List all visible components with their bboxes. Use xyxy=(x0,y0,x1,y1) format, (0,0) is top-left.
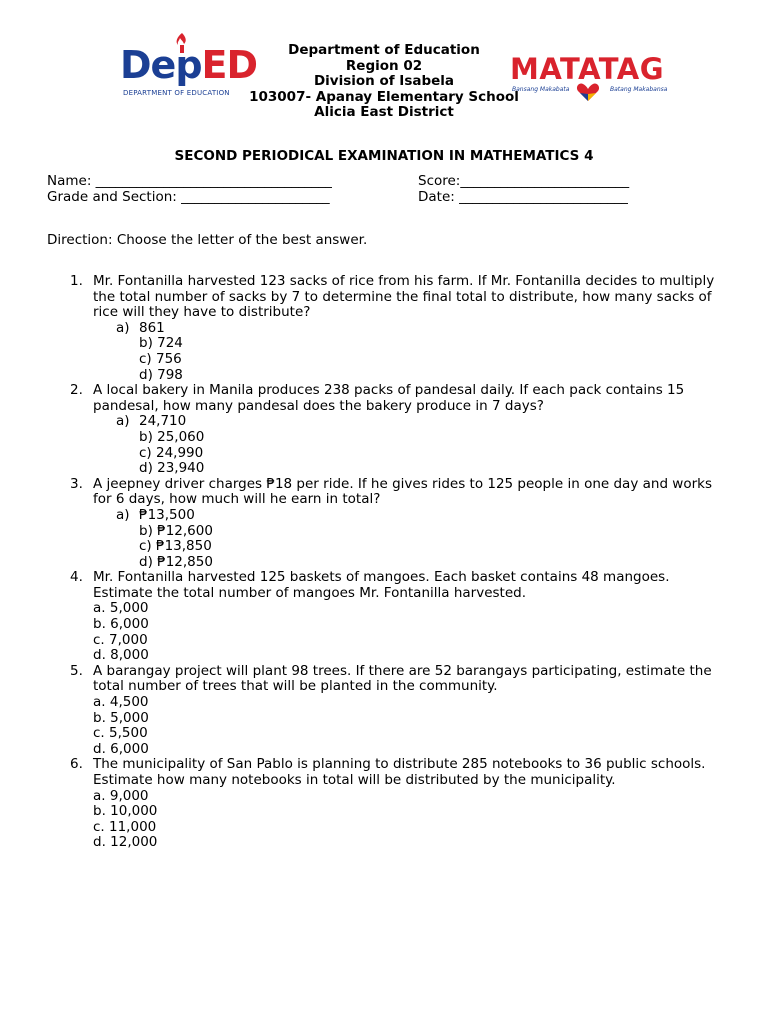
question-number: 3. xyxy=(70,475,83,492)
answer-option xyxy=(0,789,768,805)
question-list xyxy=(0,274,768,851)
question-text: A barangay project will plant 98 trees. If there are 52 barangays participating, estimate the total number of trees that will be planted in the community. xyxy=(93,662,712,695)
score-field: Score:_________________________ xyxy=(418,173,630,189)
question-item xyxy=(0,757,768,851)
answer-option xyxy=(0,695,768,711)
heart-icon xyxy=(576,82,600,102)
answer-option xyxy=(0,804,768,820)
question-item xyxy=(0,274,768,383)
question-text: The municipality of San Pablo is planning to distribute 285 notebooks to 36 public schools. Estimate how many notebooks in total will be distributed by the municipality. xyxy=(93,756,706,788)
question-number: 6. xyxy=(70,756,83,773)
option-text: b) 25,060 xyxy=(139,428,205,445)
option-letter: a) xyxy=(116,413,130,430)
option-text: b. 5,000 xyxy=(93,709,149,726)
option-text: c) 756 xyxy=(139,350,182,367)
answer-option xyxy=(0,726,768,742)
question-number: 1. xyxy=(70,273,83,289)
answer-option xyxy=(0,414,768,430)
option-text: d) 798 xyxy=(139,366,183,383)
exam-title: SECOND PERIODICAL EXAMINATION IN MATHEMATICS 4 xyxy=(174,148,594,164)
question-text: Mr. Fontanilla harvested 125 baskets of mangoes. Each basket contains 48 mangoes. Estimate the total number of mangoes Mr. Fontanilla harvested. xyxy=(93,569,670,601)
answer-option xyxy=(0,508,768,524)
name-field: Name: ___________________________________ xyxy=(47,173,332,189)
question-item xyxy=(0,570,768,664)
direction-text: Direction: Choose the letter of the best answer. xyxy=(47,232,368,248)
answer-option xyxy=(0,368,768,384)
answer-option xyxy=(0,835,768,851)
option-text: d) 23,940 xyxy=(139,460,205,477)
option-text: c) 24,990 xyxy=(139,444,204,461)
question-item xyxy=(0,477,768,571)
header-line-school: 103007- Apanay Elementary School xyxy=(249,88,519,105)
answer-option xyxy=(0,524,768,540)
answer-option xyxy=(0,648,768,664)
matatag-tag-right: Batang Makabansa xyxy=(610,86,668,93)
question-number: 5. xyxy=(70,662,83,679)
question-text: Mr. Fontanilla harvested 123 sacks of rice from his farm. If Mr. Fontanilla decides to multiply the total number of sacks by 7 to determine the final total to distribute, how many sacks of rice will they have to distribute? xyxy=(93,273,715,321)
school-header xyxy=(234,43,534,121)
deped-subtitle: DEPARTMENT OF EDUCATION xyxy=(123,89,230,97)
option-text: d. 6,000 xyxy=(93,740,149,757)
option-value: ₱13,500 xyxy=(139,506,195,523)
header-line-division: Division of Isabela xyxy=(313,73,455,90)
question-number: 2. xyxy=(70,382,83,399)
answer-option xyxy=(0,820,768,836)
option-text: b. 10,000 xyxy=(93,803,158,820)
option-text: c) ₱13,850 xyxy=(139,538,212,555)
answer-option xyxy=(0,321,768,337)
answer-option xyxy=(0,336,768,352)
question-item xyxy=(0,664,768,758)
answer-option xyxy=(0,430,768,446)
answer-option xyxy=(0,633,768,649)
option-text: d. 8,000 xyxy=(93,647,149,664)
deped-letters-blue: Dep xyxy=(120,43,202,87)
question-number: 4. xyxy=(70,569,83,586)
option-text: a. 5,000 xyxy=(93,600,149,617)
answer-option xyxy=(0,601,768,617)
matatag-tag-left: Bansang Makabata xyxy=(512,86,570,93)
header-line-district: Alicia East District xyxy=(314,104,454,121)
question-text: A jeepney driver charges ₱18 per ride. If he gives rides to 125 people in one day and works for 6 days, how much will he earn in total? xyxy=(93,475,713,508)
option-text: a. 4,500 xyxy=(93,694,149,711)
answer-option xyxy=(0,539,768,555)
option-text: c. 7,000 xyxy=(93,631,148,648)
answer-option xyxy=(0,461,768,477)
option-text: b. 6,000 xyxy=(93,616,149,633)
answer-option xyxy=(0,711,768,727)
option-text: d. 12,000 xyxy=(93,834,158,851)
answer-option xyxy=(0,555,768,571)
option-letter: a) xyxy=(116,506,130,523)
deped-letters-red: ED xyxy=(201,43,258,87)
matatag-logo xyxy=(510,52,668,104)
option-text: a. 9,000 xyxy=(93,787,149,804)
option-text: c. 11,000 xyxy=(93,818,157,835)
answer-option xyxy=(0,617,768,633)
answer-option xyxy=(0,352,768,368)
date-field: Date: _________________________ xyxy=(418,188,628,205)
option-text: b) ₱12,600 xyxy=(139,522,213,539)
option-text: d) ₱12,850 xyxy=(139,553,213,570)
matatag-wordmark: MATATAG xyxy=(510,52,665,86)
option-letter: a) xyxy=(116,319,130,336)
option-text: c. 5,500 xyxy=(93,725,148,742)
option-value: 24,710 xyxy=(139,413,187,430)
header-line-department: Department of Education xyxy=(288,42,480,58)
answer-option xyxy=(0,742,768,758)
option-value: 861 xyxy=(139,319,165,336)
header-line-region: Region 02 xyxy=(345,57,423,74)
question-item xyxy=(0,383,768,477)
option-text: b) 724 xyxy=(139,335,183,352)
grade-section-field: Grade and Section: ______________________ xyxy=(47,188,330,205)
answer-option xyxy=(0,446,768,462)
question-text: A local bakery in Manila produces 238 packs of pandesal daily. If each pack contains 15 pandesal, how many pandesal does the bakery produce in 7 days? xyxy=(93,382,685,414)
